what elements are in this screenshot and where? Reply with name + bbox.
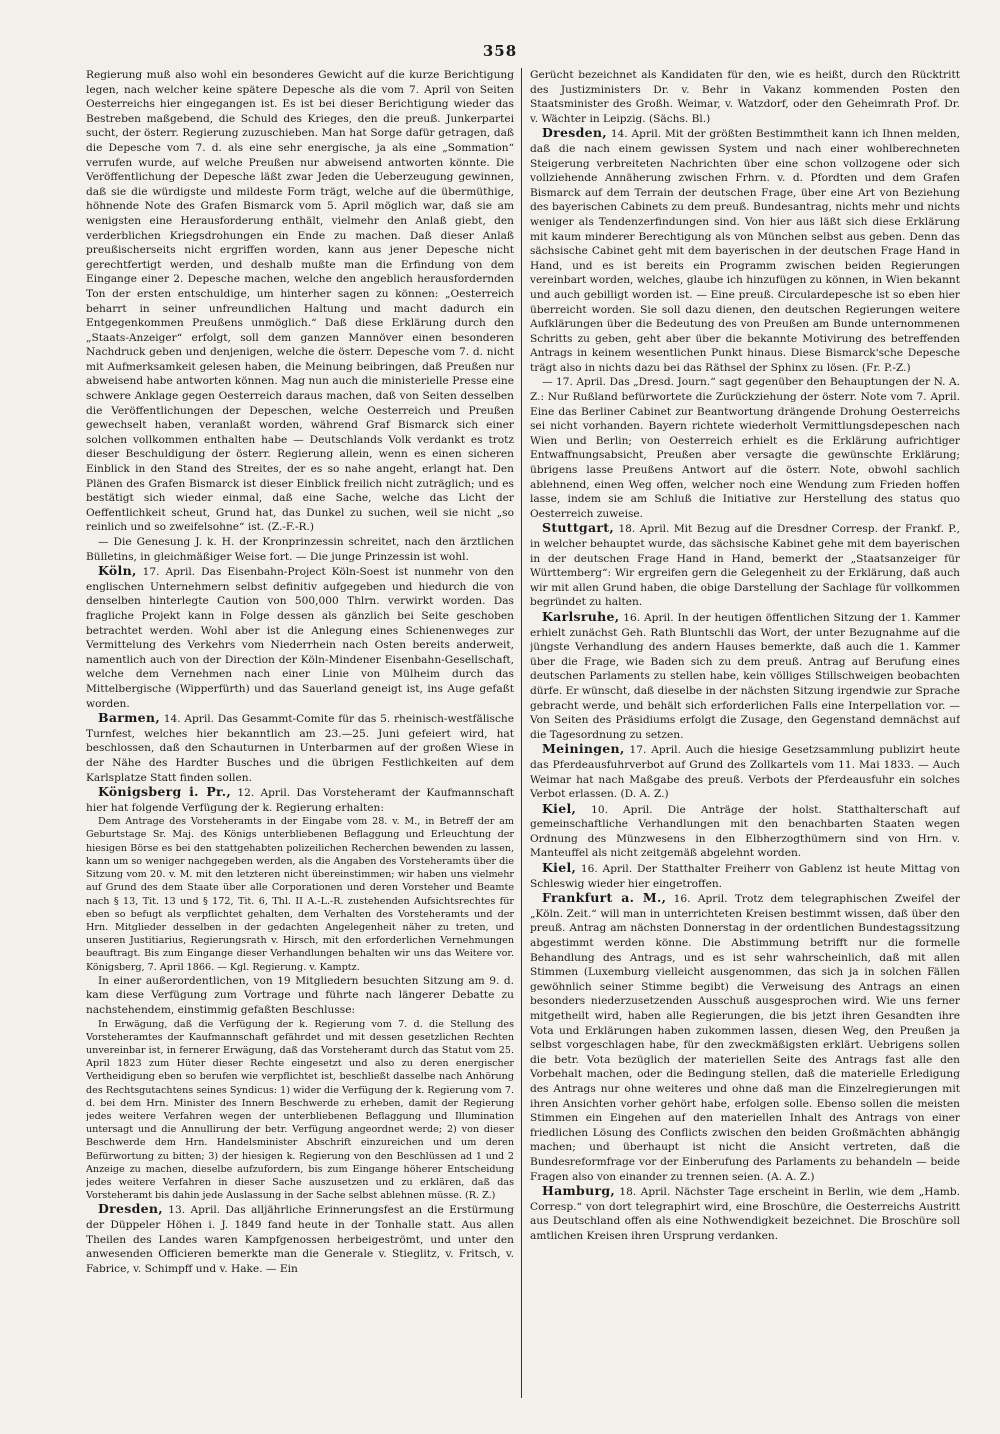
article-paragraph xyxy=(86,815,514,973)
article-paragraph xyxy=(530,891,960,1184)
dateline-place: Frankfurt a. M., xyxy=(542,890,667,906)
dateline-place: Kiel, xyxy=(542,860,577,876)
paragraph-text: Gerücht bezeichnet als Kandidaten für den, wie es heißt, durch den Rücktritt des Justizministers Dr. v. Behr in Vakanz kommenden Posten den Staatsminister des Großh. Weimar, v. Watzdorf, oder den Geheimrath Prof. Dr. v. Wächter in Leipzig. (Sächs. Bl.) xyxy=(530,69,960,125)
paragraph-text: 16. April. Trotz dem telegraphischen Zweifel der „Köln. Zeit.“ will man in unterrichteten Kreisen bestimmt wissen, daß über den preuß. Antrag am nächsten Donnerstag in der ordentlichen Bundestagssitzung abgestimmt werden könne. Die Abstimmung betrifft nur die formelle Behandlung des Antrags, und es ist sehr wahrscheinlich, daß mit allen Stimmen (Luxemburg vielleicht ausgenommen, das sich ja in solchen Fällen gewöhnlich seiner Stimme begibt) die Verweisung des Antrags an einen besonders niederzusetzenden Ausschuß ausgesprochen wird. Wie uns ferner mitgetheilt wird, haben alle Regierungen, die bis jetzt ihren Gesandten ihre Vota und Erklärungen haben zukommen lassen, diesen Weg, den Preußen ja selbst vorgeschlagen habe, für den zweckmäßigsten erklärt. Uebrigens sollen die betr. Vota bezüglich der materiellen Seite des Antrags fast alle den Vorbehalt machen, oder die Bedingung stellen, daß die materielle Erledigung des Antrags nur ohne weiteres und ohne daß man die Einzelregierungen mit ihren Ansichten vorher gehört habe, erfolgen solle. Ebenso sollen die meisten Stimmen ein Eingehen auf den materiellen Inhalt des Antrags von einer friedlichen Lösung des Conflicts zwischen den beiden Großmächten abhängig machen; und überhaupt ist nicht die Ansicht vertreten, daß die Bundesreformfrage vor der Einberufung des Parlaments zu behandeln — beide Fragen also von einander zu trennen seien. (A. A. Z.) xyxy=(530,893,960,1183)
paragraph-text: 18. April. Nächster Tage erscheint in Berlin, wie dem „Hamb. Corresp.“ von dort telegraphirt wird, eine Broschüre, die Oesterreichs Austritt aus Deutschland offen als eine Nothwendigkeit bezeichnet. Die Broschüre soll amtlichen Kreisen ihren Ursprung verdanken. xyxy=(530,1186,960,1242)
page-number: 358 xyxy=(482,42,518,60)
dateline-place: Dresden, xyxy=(98,1201,163,1217)
dateline-place: Köln, xyxy=(98,563,137,579)
paragraph-text: Dem Antrage des Vorsteheramts in der Eingabe vom 28. v. M., in Betreff der am Geburtstage Sr. Maj. des Königs unterbliebenen Beflaggung und Erleuchtung der hiesigen Börse es bei den stattgehabten polizeilichen Recherchen bewenden zu lassen, kann um so weniger nachgegeben werden, als die Angaben des Vorsteheramts über die Sitzung vom 20. v. M. mit den letzteren nicht übereinstimmen; wir haben uns vielmehr auf Grund des dem Staate über alle Corporationen und deren Vorsteher und Beamte nach § 13, Tit. 13 und § 172, Tit. 6, Thl. II A.-L.-R. zustehenden Aufsichtsrechtes für eben so befugt als verpflichtet gehalten, dem Verhalten des Vorsteheramts und der Hrn. Mitglieder desselben in der gedachten Angelegenheit näher zu treten, und unseren Justitiarius, Regierungsrath v. Hirsch, mit den erforderlichen Vernehmungen beauftragt. Bis zum Eingange dieser Verhandlungen behalten wir uns das Weitere vor. Königsberg, 7. April 1866. — Kgl. Regierung. v. Kamptz. xyxy=(86,816,514,973)
article-paragraph xyxy=(530,742,960,801)
dateline-place: Königsberg i. Pr., xyxy=(98,784,232,800)
article-paragraph xyxy=(86,974,514,1018)
paragraph-text: 13. April. Das alljährliche Erinnerungsfest an die Erstürmung der Düppeler Höhen i. J. 1849 fand heute in der Tonhalle statt. Aus allen Theilen des Landes waren Kampfgenossen herbeigeströmt, und unter den anwesenden Officieren bemerkte man die Generale v. Stieglitz, v. Fritsch, v. Fabrice, v. Schimpff und v. Hake. — Ein xyxy=(86,1204,514,1275)
dateline-place: Barmen, xyxy=(98,710,160,726)
paragraph-text: In einer außerordentlichen, von 19 Mitgliedern besuchten Sitzung am 9. d. kam diese Verfügung zum Vortrage und führte nach längerer Debatte zu nachstehendem, einstimmig gefaßten Beschlusse: xyxy=(86,974,514,1016)
article-paragraph xyxy=(530,1184,960,1243)
dateline-place: Dresden, xyxy=(542,125,607,141)
paragraph-text: — 17. April. Das „Dresd. Journ.“ sagt gegenüber den Behauptungen der N. A. Z.: Nur Rußland befürwortete die Zurückziehung der österr. Note vom 7. April. Eine das Berliner Cabinet zur Beantwortung drängende Drohung Oesterreichs sei nicht vorhanden. Bayern richtete wiederholt Vermittlungsdepeschen nach Wien und Berlin; von Oesterreich erhielt es die Erklärung aufrichtiger Entwaffnungsabsicht, Preußen aber versagte die gewünschte Erklärung; übrigens lasse Preußens Antwort auf die österr. Note, obwohl sachlich ablehnend, einen Weg offen, welcher noch eine Wendung zum Frieden hoffen lasse, indem sie am Schluß die Initiative zur Herstellung des status quo Oesterreich zuweise. xyxy=(530,376,960,520)
paragraph-text: 17. April. Das Eisenbahn-Project Köln-Soest ist nunmehr von den englischen Unternehmern selbst definitiv aufgegeben und hiedurch die von denselben hinterlegte Caution von 500,000 Thlrn. verwirkt worden. Das fragliche Projekt kann in Folge dessen als gänzlich bei Seite geschoben betrachtet werden. Wohl aber ist die Anlegung eines Schienenweges zur Vermittelung des Verkehrs vom Niederrhein nach Osten bereits anderweit, namentlich auch von der Direction der Köln-Mindener Eisenbahn-Gesellschaft, welche dem Vernehmen nach einer Linie von Mülheim durch das Mittelbergische (Wipperfürth) und das Sauerland geneigt ist, ins Auge gefaßt worden. xyxy=(86,566,514,710)
column-divider xyxy=(521,68,522,1398)
article-paragraph xyxy=(86,785,514,815)
dateline-place: Kiel, xyxy=(542,800,577,816)
right-column xyxy=(530,68,960,1408)
paragraph-text: 14. April. Mit der größten Bestimmtheit kann ich Ihnen melden, daß die nach einem gewissen System und nach einer wohlberechneten Steigerung verbreiteten Nachrichten über eine schon vollzogene oder sich vollziehende Annäherung zwischen Frhrn. v. d. Pfordten und dem Grafen Bismarck auf dem Terrain der deutschen Frage, über eine Art von Beziehung des bayerischen Cabinets zu dem preuß. Bundesantrag, nichts mehr und nichts weniger als Tendenzerfindungen sind. Von hier aus läßt sich diese Erklärung mit kaum minderer Berechtigung als von München selbst aus geben. Denn das sächsische Cabinet geht mit dem bayerischen in der deutschen Frage Hand in Hand, und es ist bereits ein Programm zwischen beiden Regierungen vereinbart worden, welches, glaube ich hinzufügen zu können, in Wien bekannt und auch gebilligt worden ist. — Eine preuß. Circulardepesche ist so eben hier überreicht worden. Sie soll dazu dienen, den deutschen Regierungen weitere Aufklärungen über die Bedeutung des von Preußen am Bunde unternommenen Schritts zu geben, geht aber über die bekannte Motivirung des betreffenden Antrags in keinem wesentlichen Punkt hinaus. Diese Bismarck'sche Depesche trägt also in nichts dazu bei das Räthsel der Sphinx zu lösen. (Fr. P.-Z.) xyxy=(530,128,960,374)
paragraph-text: 10. April. Die Anträge der holst. Statthalterschaft auf gemeinschaftliche Verhandlungen mit den benachbarten Staaten wegen Ordnung des Münzwesens in den Elbherzogthümern sind von Hrn. v. Manteuffel als nicht zeitgemäß abgelehnt worden. xyxy=(530,803,960,860)
paragraph-text: — Die Genesung J. k. H. der Kronprinzessin schreitet, nach den ärztlichen Bülletins, in gleichmäßiger Weise fort. — Die junge Prinzessin ist wohl. xyxy=(86,536,514,563)
article-paragraph xyxy=(530,375,960,521)
paragraph-text: 12. April. Das Vorsteheramt der Kaufmannschaft hier hat folgende Verfügung der k. Regierung erhalten: xyxy=(86,787,514,814)
paragraph-text: 14. April. Das Gesammt-Comite für das 5. rheinisch-westfälische Turnfest, welches hier bekanntlich am 23.—25. Juni gefeiert wird, hat beschlossen, daß den Schauturnen in Unterbarmen auf der großen Wiese in der Nähe des Hardter Busches und die übrigen Festlichkeiten auf dem Karlsplatze Statt finden sollen. xyxy=(86,713,514,784)
article-paragraph xyxy=(530,861,960,891)
article-paragraph xyxy=(86,1202,514,1276)
paragraph-text: Regierung muß also wohl ein besonderes Gewicht auf die kurze Berichtigung legen, nach welcher keine spätere Depesche als die vom 7. April von Seiten Oesterreichs hier eingegangen ist. Es ist bei dieser Berichtigung wieder das Bestreben maßgebend, die Schuld des Krieges, den die preuß. Junkerpartei sucht, der österr. Regierung zuzuschieben. Man hat Sorge dafür getragen, daß die Depesche vom 7. d. als eine sehr energische, ja als eine „Sommation“ verrufen wurde, auf welche Preußen nur abweisend antworten könnte. Die Veröffentlichung der Depesche läßt zwar Jeden die Ueberzeugung gewinnen, daß sie die würdigste und mildeste Form trägt, welche auf die übermüthige, höhnende Note des Grafen Bismarck vom 5. April möglich war, daß sie am wenigsten eine Herausforderung enthält, vielmehr den Anlaß giebt, den verderblichen Kriegsdrohungen ein Ende zu machen. Daß dieser Anlaß preußischerseits nicht ergriffen worden, kann aus jener Depesche nicht gerechtfertigt werden, und deshalb mußte man die Erfindung von dem Eingange einer 2. Depesche machen, welche den angeblich herausfordernden Ton der ersten entschuldige, um hinterher sagen zu können: „Oesterreich beharrt in seiner unfreundlichen Haltung und macht dadurch ein Entgegenkommen Preußens unmöglich.“ Daß diese Erklärung durch den „Staats-Anzeiger“ erfolgt, soll dem ganzen Mannöver einen besonderen Nachdruck geben und denjenigen, welche die österr. Depesche vom 7. d. nicht mit Aufmerksamkeit gelesen haben, die Meinung beibringen, daß Preußen nur abweisend habe antworten können. Mag nun auch die ministerielle Presse eine schwere Anklage gegen Oesterreich daraus machen, daß von Seiten desselben die Veröffentlichungen der Depeschen, welche Oesterreich und Preußen gewechselt haben, veranlaßt worden, während Graf Bismarck sich einer solchen vollkommen enthalten habe — Deutschlands Volk verdankt es trotz dieser Beschuldigung der österr. Regierung allein, wenn es einen sicheren Einblick in den Stand des Streites, der es so nahe angeht, erlangt hat. Den Plänen des Grafen Bismarck ist dieser Einblick freilich nicht zuträglich; und es bestätigt sich wieder einmal, daß eine Sache, welche das Licht der Oeffentlichkeit scheut, Grund hat, das Dunkel zu suchen, weil sie nicht „so reinlich und so zweifelsohne“ ist. (Z.-F.-R.) xyxy=(86,69,514,534)
dateline-place: Hamburg, xyxy=(542,1183,616,1199)
article-paragraph xyxy=(530,68,960,126)
dateline-place: Stuttgart, xyxy=(542,520,614,536)
article-paragraph xyxy=(86,564,514,711)
paragraph-text: 17. April. Auch die hiesige Gesetzsammlung publizirt heute das Pferdeausfuhrverbot auf Grund des Zollkartels vom 11. Mai 1833. — Auch Weimar hat nach Maßgabe des preuß. Verbots der Pferdeausfuhr ein solches Verbot erlassen. (D. A. Z.) xyxy=(530,744,960,801)
article-paragraph xyxy=(530,610,960,742)
paragraph-text: 16. April. In der heutigen öffentlichen Sitzung der 1. Kammer erhielt zunächst Geh. Rath Bluntschli das Wort, der unter Bezugnahme auf die jüngste Verhandlung des andern Hauses bemerkte, daß auch die 1. Kammer über die Frage, wie Baden sich zu dem preuß. Antrag auf Berufung eines deutschen Parlaments zu stellen habe, kein völliges Stillschweigen beobachten dürfe. Er wünscht, daß dieselbe in der nächsten Sitzung irgendwie zur Sprache gebracht werde, und behält sich erforderlichen Falls eine Interpellation vor. — Von Seiten des Präsidiums erfolgt die Zusage, den Gegenstand demnächst auf die Tagesordnung zu setzen. xyxy=(530,611,960,741)
left-column xyxy=(86,68,514,1408)
article-paragraph xyxy=(530,802,960,861)
paragraph-text: 18. April. Mit Bezug auf die Dresdner Corresp. der Frankf. P., in welcher behauptet wurde, das sächsische Kabinet gehe mit dem bayerischen in der deutschen Frage Hand in Hand, bemerkt der „Staatsanzeiger für Württemberg“: Wir ergreifen gern die Gelegenheit zu der Erklärung, daß auch wir mit allen Grund haben, die obige Darstellung der Sachlage für vollkommen begründet zu halten. xyxy=(530,523,960,609)
article-paragraph xyxy=(86,1018,514,1203)
article-paragraph xyxy=(530,126,960,375)
dateline-place: Karlsruhe, xyxy=(542,608,620,624)
paragraph-text: 16. April. Der Statthalter Freiherr von Gablenz ist heute Mittag von Schleswig wieder hier eingetroffen. xyxy=(530,863,960,890)
dateline-place: Meiningen, xyxy=(542,741,625,757)
article-paragraph xyxy=(86,68,514,535)
paragraph-text: In Erwägung, daß die Verfügung der k. Regierung vom 7. d. die Stellung des Vorsteheramtes der Kaufmannschaft gefährdet und mit dessen gesetzlichen Rechten unvereinbar ist, in fernerer Erwägung, daß das Vorsteheramt durch das Statut vom 25. April 1823 zum Hüter dieser Rechte eingesetzt und also zu deren energischer Vertheidigung eben so berufen wie verpflichtet ist, beschließt dasselbe nach Anhörung des Rechtsgutachtens seines Syndicus: 1) wider die Verfügung der k. Regierung vom 7. d. bei dem Hrn. Minister des Innern Beschwerde zu erheben, damit der Regierung jedes weitere Verfahren wegen der unterbliebenen Beflaggung und Illumination untersagt und die Annullirung der betr. Verfügung angeordnet werde; 2) von dieser Beschwerde dem Hrn. Handelsminister Abschrift einzureichen und um deren Befürwortung zu bitten; 3) der hiesigen k. Regierung von den Beschlüssen ad 1 und 2 Anzeige zu machen, dieselbe aufzufordern, bis zum Eingange höherer Entscheidung jedes weitere Verfahren in dieser Sache auszusetzen und zu erklären, daß das Vorsteheramt bis dahin jede Auslassung in der Sache selbst ablehnen müsse. (R. Z.) xyxy=(86,1018,514,1202)
article-paragraph xyxy=(86,711,514,785)
article-paragraph xyxy=(86,535,514,564)
article-paragraph xyxy=(530,521,960,610)
